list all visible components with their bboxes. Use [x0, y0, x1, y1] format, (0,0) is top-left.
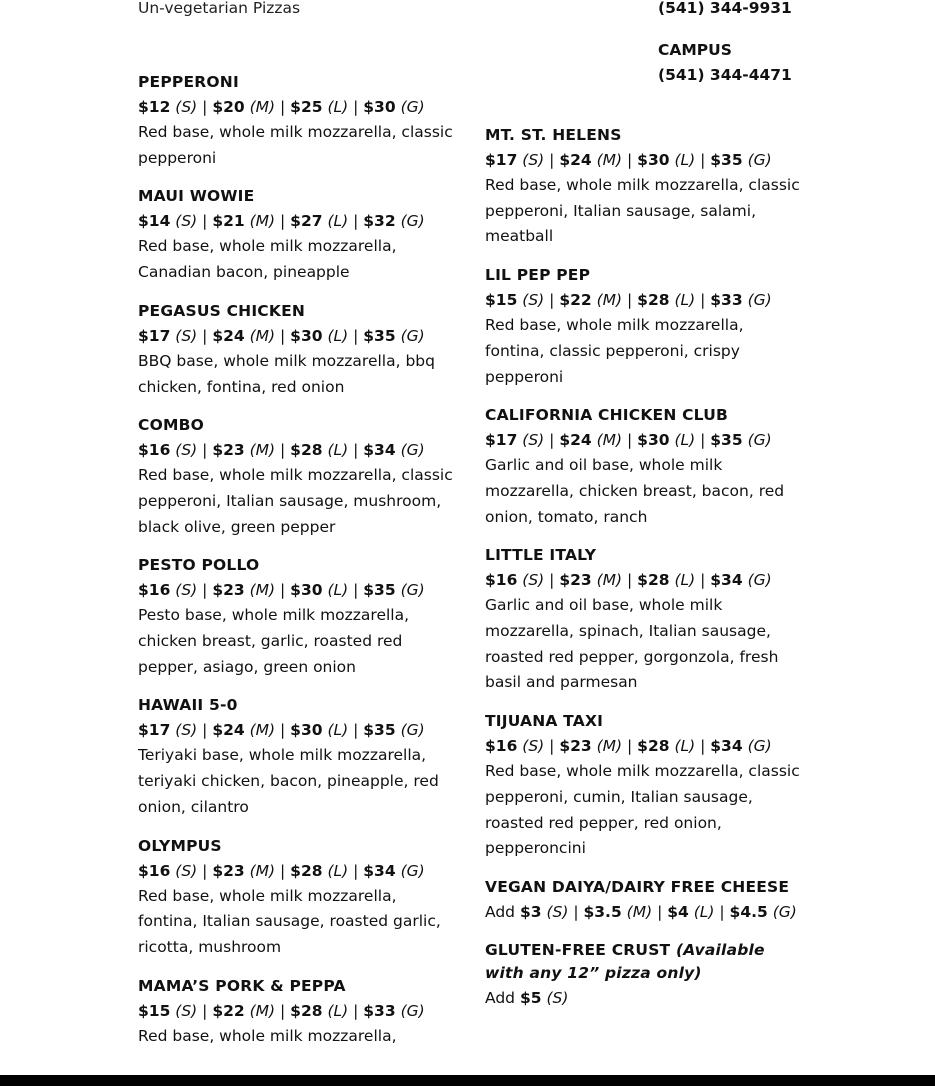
addon-item — [485, 939, 805, 1011]
size-label: (S) — [175, 441, 198, 460]
price-separator: | — [695, 291, 711, 310]
price-value: $30 — [290, 326, 323, 345]
item-description: BBQ base, whole milk mozzarella, bbq chicken, fontina, red onion — [138, 351, 435, 396]
price-line — [138, 437, 453, 463]
price-value: $33 — [710, 291, 743, 310]
size-label: (G) — [747, 291, 772, 310]
size-label: (G) — [400, 98, 425, 116]
size-label: (M) — [596, 151, 623, 169]
size-label: (M) — [249, 441, 276, 460]
menu-item — [485, 544, 805, 696]
price-separator: | — [695, 151, 711, 169]
item-description: Garlic and oil base, whole milk mozzarella, spinach, Italian sausage, roasted red pepper, gorgonzola, fresh basil and parmesan — [485, 596, 779, 692]
price-separator: | — [348, 441, 364, 460]
price-separator: | — [197, 326, 213, 345]
size-label: (G) — [747, 431, 772, 450]
price-value: $35 — [710, 151, 743, 169]
item-description: Red base, whole milk mozzarella, classic pepperoni, Italian sausage, salami, meatball — [485, 176, 800, 246]
price-value: $3.5 — [583, 902, 622, 921]
price-value: $32 — [363, 212, 396, 231]
price-value: $30 — [290, 581, 323, 600]
price-value: $23 — [559, 737, 592, 756]
price-value: $35 — [363, 721, 396, 740]
size-label: (G) — [400, 212, 425, 231]
price-separator: | — [348, 98, 364, 116]
price-line — [485, 567, 805, 593]
size-label: (S) — [546, 988, 569, 1007]
item-description: Red base, whole milk mozzarella, classic pepperoni — [138, 123, 453, 167]
size-label: (M) — [249, 326, 276, 345]
size-label: (S) — [546, 902, 569, 921]
item-description: Garlic and oil base, whole milk mozzarella, chicken breast, bacon, red onion, tomato, ranch — [485, 456, 785, 526]
price-value: $17 — [485, 431, 518, 450]
price-value: $16 — [138, 441, 171, 460]
price-separator: | — [544, 571, 560, 590]
price-separator: | — [348, 721, 364, 740]
price-value: $25 — [290, 98, 323, 116]
price-value: $23 — [212, 441, 245, 460]
size-label: (G) — [747, 151, 772, 169]
size-label: (G) — [400, 861, 425, 880]
size-label: (M) — [249, 1001, 276, 1020]
price-separator: | — [544, 151, 560, 169]
price-separator: | — [275, 98, 291, 116]
size-label: (L) — [674, 571, 696, 590]
price-separator: | — [348, 861, 364, 880]
size-label: (L) — [327, 1001, 349, 1020]
price-value: $20 — [212, 98, 245, 116]
price-separator: | — [275, 441, 291, 460]
price-value: $4.5 — [729, 902, 768, 921]
price-value: $24 — [212, 326, 245, 345]
price-separator: | — [348, 581, 364, 600]
price-separator: | — [197, 1001, 213, 1020]
menu-item — [485, 404, 805, 530]
price-line — [138, 717, 453, 743]
price-separator: | — [275, 212, 291, 231]
price-separator: | — [197, 212, 213, 231]
location-phone-campus[interactable]: (541) 344-4471 — [658, 66, 792, 84]
price-value: $14 — [138, 212, 171, 231]
size-label: (G) — [400, 581, 425, 600]
size-label: (S) — [522, 737, 545, 756]
price-value: $16 — [485, 737, 518, 756]
price-separator: | — [695, 737, 711, 756]
size-label: (M) — [249, 581, 276, 600]
size-label: (G) — [747, 571, 772, 590]
price-line — [485, 427, 805, 453]
size-label: (L) — [327, 861, 349, 880]
price-separator: | — [348, 1001, 364, 1020]
price-value: $34 — [710, 737, 743, 756]
menu-item — [138, 694, 453, 820]
price-value: $35 — [363, 326, 396, 345]
addon-note: (Available with any 12” pizza only) — [485, 940, 765, 982]
size-label: (M) — [249, 861, 276, 880]
item-name: MAUI WOWIE — [138, 187, 255, 206]
price-value: $24 — [559, 431, 592, 450]
size-label: (G) — [772, 902, 797, 921]
price-value: $23 — [559, 571, 592, 590]
size-label: (S) — [522, 291, 545, 310]
menu-item — [138, 185, 453, 285]
size-label: (S) — [175, 721, 198, 740]
price-value: $28 — [637, 291, 670, 310]
price-separator: | — [652, 902, 668, 921]
item-description: Red base, whole milk mozzarella, fontina, Italian sausage, roasted garlic, ricotta, mushroom — [138, 886, 441, 956]
item-name: LIL PEP PEP — [485, 266, 591, 285]
item-description: Red base, whole milk mozzarella, Canadian bacon, pineapple — [138, 237, 397, 282]
size-label: (M) — [626, 902, 653, 921]
price-separator: | — [544, 431, 560, 450]
price-value: $35 — [363, 581, 396, 600]
price-separator: | — [622, 431, 638, 450]
price-separator: | — [695, 431, 711, 450]
price-value: $15 — [485, 291, 518, 310]
price-prefix: Add — [485, 902, 516, 921]
size-label: (S) — [522, 151, 545, 169]
item-name: PESTO POLLO — [138, 556, 260, 575]
price-value: $15 — [138, 1001, 171, 1020]
size-label: (L) — [674, 431, 696, 450]
price-value: $23 — [212, 861, 245, 880]
item-description: Pesto base, whole milk mozzarella, chicken breast, garlic, roasted red pepper, asiago, green onion — [138, 606, 410, 676]
size-label: (M) — [596, 737, 623, 756]
price-separator: | — [544, 737, 560, 756]
price-separator: | — [275, 581, 291, 600]
size-label: (M) — [596, 571, 623, 590]
item-name: PEGASUS CHICKEN — [138, 301, 306, 320]
price-line — [138, 208, 453, 234]
size-label: (L) — [674, 291, 696, 310]
item-name: MT. ST. HELENS — [485, 126, 622, 144]
size-label: (L) — [674, 737, 696, 756]
size-label: (L) — [327, 721, 349, 740]
price-value: $30 — [637, 431, 670, 450]
size-label: (L) — [327, 326, 349, 345]
section-title: Un-vegetarian Pizzas — [138, 0, 301, 17]
size-label: (L) — [327, 441, 349, 460]
size-label: (L) — [693, 902, 715, 921]
price-value: $28 — [290, 861, 323, 880]
size-label: (G) — [747, 737, 772, 756]
price-separator: | — [622, 571, 638, 590]
menu-column-left — [138, 71, 453, 1063]
price-separator: | — [544, 291, 560, 310]
price-value: $16 — [138, 581, 171, 600]
price-separator: | — [275, 326, 291, 345]
item-description: Teriyaki base, whole milk mozzarella, teriyaki chicken, bacon, pineapple, red onion, cilantro — [138, 746, 439, 816]
price-value: $21 — [212, 212, 245, 231]
price-value: $35 — [710, 431, 743, 450]
price-separator: | — [197, 721, 213, 740]
menu-item — [485, 710, 805, 862]
price-separator: | — [275, 861, 291, 880]
price-value: $5 — [519, 988, 542, 1007]
addon-name-line — [485, 876, 805, 899]
price-value: $34 — [363, 861, 396, 880]
size-label: (S) — [522, 571, 545, 590]
bottom-bar — [0, 1075, 935, 1086]
size-label: (S) — [175, 581, 198, 600]
price-value: $30 — [290, 721, 323, 740]
price-value: $3 — [519, 902, 542, 921]
price-value: $34 — [710, 571, 743, 590]
menu-item — [138, 300, 453, 400]
size-label: (L) — [674, 151, 696, 169]
price-value: $22 — [559, 291, 592, 310]
price-value: $28 — [290, 441, 323, 460]
item-name: PEPPERONI — [138, 73, 239, 91]
size-label: (G) — [400, 441, 425, 460]
price-value: $28 — [290, 1001, 323, 1020]
menu-item — [138, 414, 453, 540]
price-line — [138, 577, 453, 603]
location-phone[interactable]: (541) 344-9931 — [658, 0, 792, 17]
price-line — [138, 94, 453, 120]
price-separator: | — [348, 212, 364, 231]
menu-item — [485, 264, 805, 390]
price-value: $22 — [212, 1001, 245, 1020]
price-separator: | — [348, 326, 364, 345]
price-value: $17 — [138, 721, 171, 740]
size-label: (G) — [400, 326, 425, 345]
size-label: (L) — [327, 98, 349, 116]
price-value: $16 — [138, 861, 171, 880]
price-separator: | — [622, 291, 638, 310]
price-line — [485, 985, 805, 1011]
menu-column-right — [485, 124, 805, 1025]
price-value: $17 — [485, 151, 518, 169]
price-line — [485, 147, 805, 173]
menu-item — [138, 975, 453, 1050]
location-name-campus: CAMPUS — [658, 41, 732, 59]
price-separator: | — [197, 98, 213, 116]
item-description: Red base, whole milk mozzarella, fontina, classic pepperoni, crispy pepperoni — [485, 316, 744, 386]
price-prefix: Add — [485, 988, 516, 1007]
addon-name-line — [485, 939, 805, 985]
price-value: $30 — [637, 151, 670, 169]
price-separator: | — [695, 571, 711, 590]
size-label: (S) — [175, 861, 198, 880]
price-value: $24 — [212, 721, 245, 740]
price-line — [485, 287, 805, 313]
addon-name: GLUTEN-FREE CRUST — [485, 940, 671, 959]
item-description: Red base, whole milk mozzarella, classic pepperoni, Italian sausage, mushroom, black olive, green pepper — [138, 466, 453, 536]
price-line — [138, 858, 453, 884]
price-value: $27 — [290, 212, 323, 231]
price-value: $23 — [212, 581, 245, 600]
addon-item — [485, 876, 805, 925]
price-separator: | — [714, 902, 730, 921]
menu-item — [138, 835, 453, 961]
price-separator: | — [568, 902, 584, 921]
size-label: (G) — [400, 721, 425, 740]
size-label: (M) — [249, 721, 276, 740]
price-value: $28 — [637, 571, 670, 590]
size-label: (S) — [522, 431, 545, 450]
price-separator: | — [622, 151, 638, 169]
size-label: (M) — [249, 212, 276, 231]
size-label: (M) — [596, 431, 623, 450]
price-separator: | — [275, 721, 291, 740]
size-label: (S) — [175, 1001, 198, 1020]
price-value: $16 — [485, 571, 518, 590]
size-label: (S) — [175, 326, 198, 345]
price-value: $12 — [138, 98, 171, 116]
menu-item — [138, 71, 453, 171]
price-value: $24 — [559, 151, 592, 169]
item-name: LITTLE ITALY — [485, 546, 597, 565]
price-line — [138, 998, 453, 1024]
price-line — [485, 899, 805, 925]
price-separator: | — [275, 1001, 291, 1020]
size-label: (M) — [249, 98, 276, 116]
item-name: CALIFORNIA CHICKEN CLUB — [485, 406, 729, 425]
price-line — [138, 323, 453, 349]
item-name: TIJUANA TAXI — [485, 712, 604, 731]
item-name: HAWAII 5-0 — [138, 696, 238, 715]
item-name: COMBO — [138, 416, 204, 435]
item-description: Red base, whole milk mozzarella, — [138, 1026, 397, 1045]
price-separator: | — [622, 737, 638, 756]
menu-item — [138, 554, 453, 680]
price-separator: | — [197, 861, 213, 880]
size-label: (S) — [175, 212, 198, 231]
price-value: $30 — [363, 98, 396, 116]
size-label: (G) — [400, 1001, 425, 1020]
menu-item — [485, 124, 805, 250]
price-value: $4 — [667, 902, 689, 921]
price-separator: | — [197, 581, 213, 600]
price-value: $17 — [138, 326, 171, 345]
size-label: (S) — [175, 98, 198, 116]
price-value: $33 — [363, 1001, 396, 1020]
price-value: $34 — [363, 441, 396, 460]
item-name: OLYMPUS — [138, 836, 222, 855]
price-value: $28 — [637, 737, 670, 756]
item-name: MAMA’S PORK & PEPPA — [138, 976, 346, 995]
addon-name: VEGAN DAIYA/DAIRY FREE CHEESE — [485, 877, 790, 896]
price-line — [485, 733, 805, 759]
size-label: (L) — [327, 212, 349, 231]
item-description: Red base, whole milk mozzarella, classic pepperoni, cumin, Italian sausage, roasted red pepper, red onion, pepperoncini — [485, 762, 800, 858]
size-label: (L) — [327, 581, 349, 600]
price-separator: | — [197, 441, 213, 460]
size-label: (M) — [596, 291, 623, 310]
